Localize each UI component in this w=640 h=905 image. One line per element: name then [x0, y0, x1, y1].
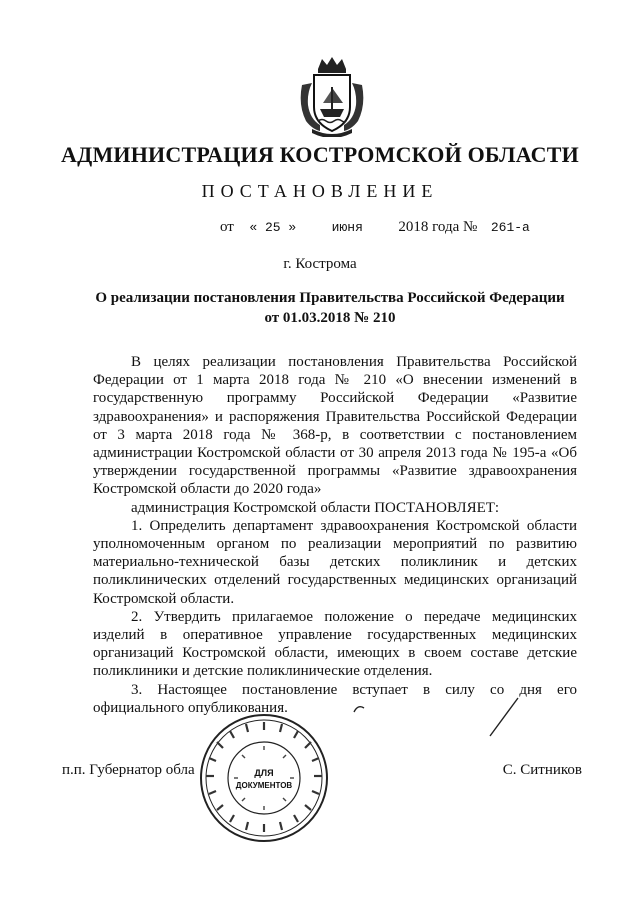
subject-line-2: от 01.03.2018 № 210 — [264, 310, 396, 326]
body-paragraph-item-2: 2. Утвердить прилагаемое положение о передаче медицинских изделий в оперативное управление государственных медицинских организаций Костромской области, имеющих в своем составе детские поликлиники и детские поликлинические отделения. — [93, 608, 577, 680]
body-paragraph-preamble: В целях реализации постановления Правительства Российской Федерации от 1 марта 2018 года № 210 «О внесении изменений в государственную программу Российской Федерации «Развитие здравоохранения» и распоряжения Правительства Российской Федерации от 3 марта 2018 года № 368-р, в соответствии с постановлением администрации Костромской области от 30 апреля 2013 года № 195-а «Об утверждении государственной программы «Развитие здравоохранения Костромской области до 2020 года» — [93, 354, 577, 498]
document-date-line — [220, 219, 530, 236]
body-paragraph-resolves: администрация Костромской области ПОСТАНОВЛЯЕТ: — [131, 499, 500, 516]
subject-line-1: О реализации постановления Правительства Российской Федерации — [95, 290, 565, 306]
stamp-text-line-1: ДЛЯ — [254, 768, 274, 778]
date-prefix: от — [220, 219, 234, 235]
document-number: 261-а — [490, 220, 530, 235]
handwritten-mark — [340, 690, 540, 750]
document-type-heading: ПОСТАНОВЛЕНИЕ — [201, 181, 439, 201]
organization-title: АДМИНИСТРАЦИЯ КОСТРОМСКОЙ ОБЛАСТИ — [61, 142, 579, 167]
document-subject — [90, 288, 570, 328]
body-paragraph-item-1: 1. Определить департамент здравоохранения Костромской области уполномоченным органом по реализации мероприятий по развитию материально-технической базы детских поликлиник и детских поликлинических отделений государственных медицинских организаций Костромской области. — [93, 517, 577, 607]
date-month: июня — [331, 220, 363, 235]
official-stamp — [198, 712, 330, 844]
signatory-name: С. Ситников — [502, 762, 582, 778]
coat-of-arms-emblem — [296, 55, 368, 137]
stamp-text-line-2: ДОКУМЕНТОВ — [235, 781, 293, 790]
city-line: г. Кострома — [283, 256, 357, 272]
signatory-position: п.п. Губернатор обла — [62, 762, 195, 778]
date-day: « 25 » — [249, 220, 297, 235]
date-year: 2018 года № — [398, 219, 478, 235]
body-paragraph-item-3: 3. Настоящее постановление вступает в силу со дня его официального опубликования. — [93, 681, 577, 716]
document-body — [93, 353, 577, 717]
